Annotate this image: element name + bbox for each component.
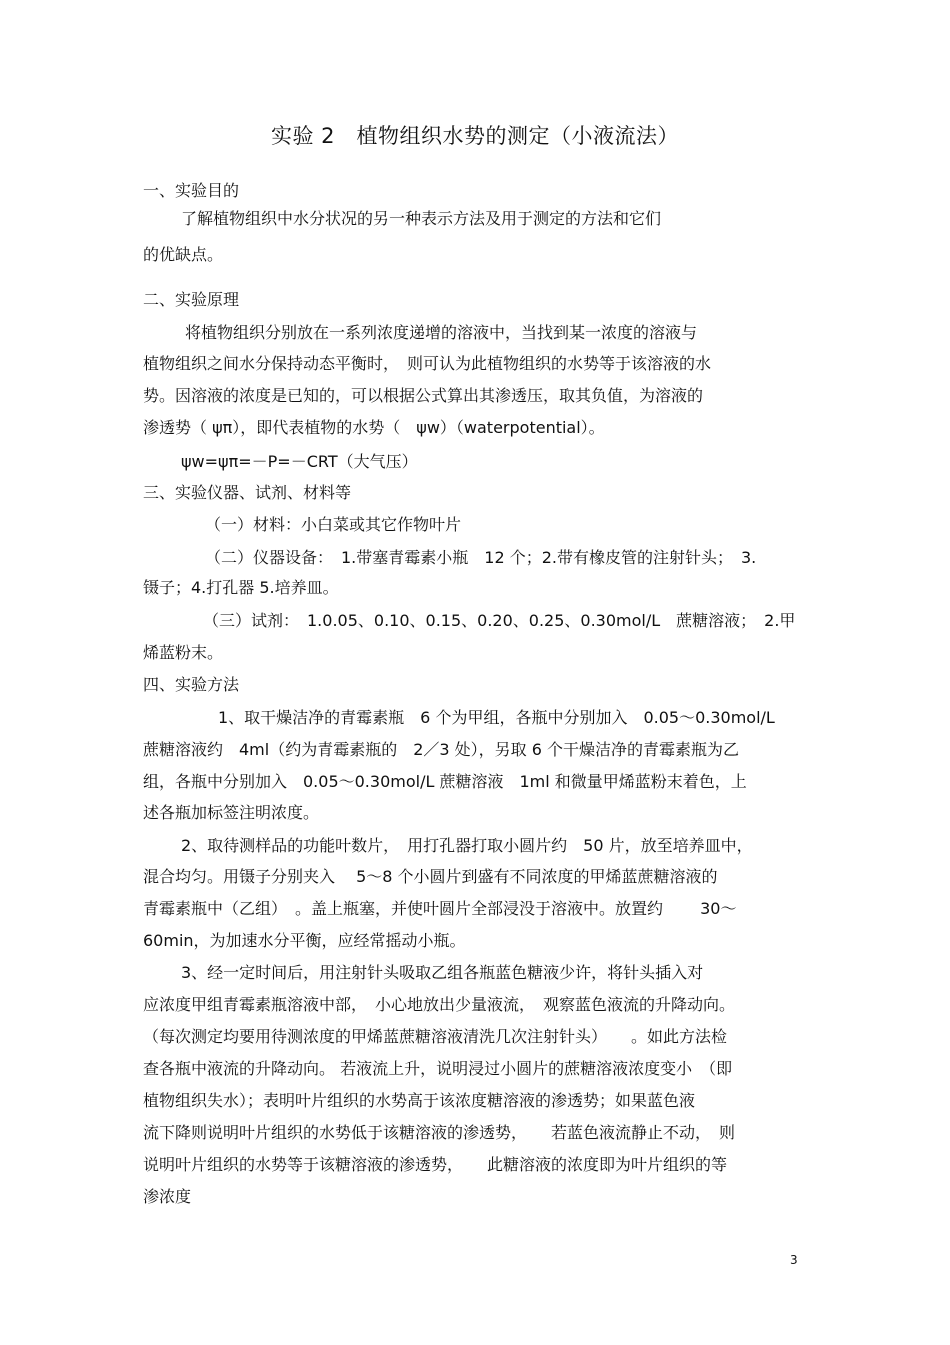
method-step1-line-3: 组，各瓶中分别加入 0.05～0.30mol/L 蔗糖溶液 1ml 和微量甲烯蓝粉末着色，上 bbox=[143, 772, 747, 791]
purpose-line-1: 了解植物组织中水分状况的另一种表示方法及用于测定的方法和它们 bbox=[181, 209, 662, 228]
method-step3-line-4: 查各瓶中液流的升降动向。 若液流上升，说明浸过小圆片的蔗糖溶液浓度变小 （即 bbox=[143, 1059, 733, 1078]
method-step3-line-2: 应浓度甲组青霉素瓶溶液中部， 小心地放出少量液流， 观察蓝色液流的升降动向。 bbox=[143, 995, 736, 1014]
method-step2-line-3: 青霉素瓶中（乙组） 。盖上瓶塞，并使叶圆片全部浸没于溶液中。放置约 30～ bbox=[143, 899, 737, 918]
method-step3-line-5: 植物组织失水）；表明叶片组织的水势高于该浓度糖溶液的渗透势；如果蓝色液 bbox=[143, 1091, 696, 1110]
method-step2-line-1: 2、取待测样品的功能叶数片， 用打孔器打取小圆片约 50 片，放至培养皿中， bbox=[181, 836, 753, 855]
materials-line-5: 烯蓝粉末。 bbox=[143, 643, 224, 662]
section-heading-method: 四、实验方法 bbox=[143, 675, 240, 694]
method-step1-line-4: 述各瓶加标签注明浓度。 bbox=[143, 803, 320, 822]
page-number: 3 bbox=[790, 1253, 798, 1267]
principle-line-4: 渗透势（ ψπ），即代表植物的水势（ ψw）（waterpotential）。 bbox=[143, 418, 605, 437]
principle-line-3: 势。因溶液的浓度是已知的，可以根据公式算出其渗透压，取其负值，为溶液的 bbox=[143, 386, 704, 405]
principle-line-1: 将植物组织分别放在一系列浓度递增的溶液中，当找到某一浓度的溶液与 bbox=[185, 323, 698, 342]
principle-line-2: 植物组织之间水分保持动态平衡时， 则可认为此植物组织的水势等于该溶液的水 bbox=[143, 354, 712, 373]
materials-line-2: （二）仪器设备： 1.带塞青霉素小瓶 12 个；2.带有橡皮管的注射针头； 3. bbox=[205, 548, 757, 567]
method-step1-line-2: 蔗糖溶液约 4ml（约为青霉素瓶的 2／3 处），另取 6 个干燥洁净的青霉素瓶为乙 bbox=[143, 740, 740, 759]
method-step3-line-3: （每次测定均要用待测浓度的甲烯蓝蔗糖溶液清洗几次注射针头） 。如此方法检 bbox=[143, 1027, 728, 1046]
materials-line-1: （一）材料：小白菜或其它作物叶片 bbox=[205, 515, 462, 534]
method-step3-line-8: 渗浓度 bbox=[143, 1187, 192, 1206]
method-step2-line-2: 混合均匀。用镊子分别夹入 5～8 个小圆片到盛有不同浓度的甲烯蓝蔗糖溶液的 bbox=[143, 867, 718, 886]
page-title: 实验 2 植物组织水势的测定（小液流法） bbox=[270, 124, 680, 148]
method-step3-line-7: 说明叶片组织的水势等于该糖溶液的渗透势， 此糖溶液的浓度即为叶片组织的等 bbox=[143, 1155, 728, 1174]
materials-line-4: （三）试剂： 1.0.05、0.10、0.15、0.20、0.25、0.30mol/L 蔗糖溶液； 2.甲 bbox=[203, 611, 796, 630]
section-heading-principle: 二、实验原理 bbox=[143, 290, 240, 309]
method-step3-line-1: 3、经一定时间后，用注射针头吸取乙组各瓶蓝色糖液少许，将针头插入对 bbox=[181, 963, 704, 982]
materials-line-3: 镊子；4.打孔器 5.培养皿。 bbox=[143, 578, 339, 597]
method-step2-line-4: 60min，为加速水分平衡，应经常摇动小瓶。 bbox=[143, 931, 466, 950]
principle-formula: ψw=ψπ=－P=－CRT（大气压） bbox=[181, 452, 418, 471]
purpose-line-2: 的优缺点。 bbox=[143, 245, 224, 264]
method-step3-line-6: 流下降则说明叶片组织的水势低于该糖溶液的渗透势， 若蓝色液流静止不动， 则 bbox=[143, 1123, 736, 1142]
method-step1-line-1: 1、取干燥洁净的青霉素瓶 6 个为甲组，各瓶中分别加入 0.05～0.30mol/L bbox=[218, 708, 775, 727]
section-heading-materials: 三、实验仪器、试剂、材料等 bbox=[143, 483, 352, 502]
section-heading-purpose: 一、实验目的 bbox=[143, 181, 240, 200]
